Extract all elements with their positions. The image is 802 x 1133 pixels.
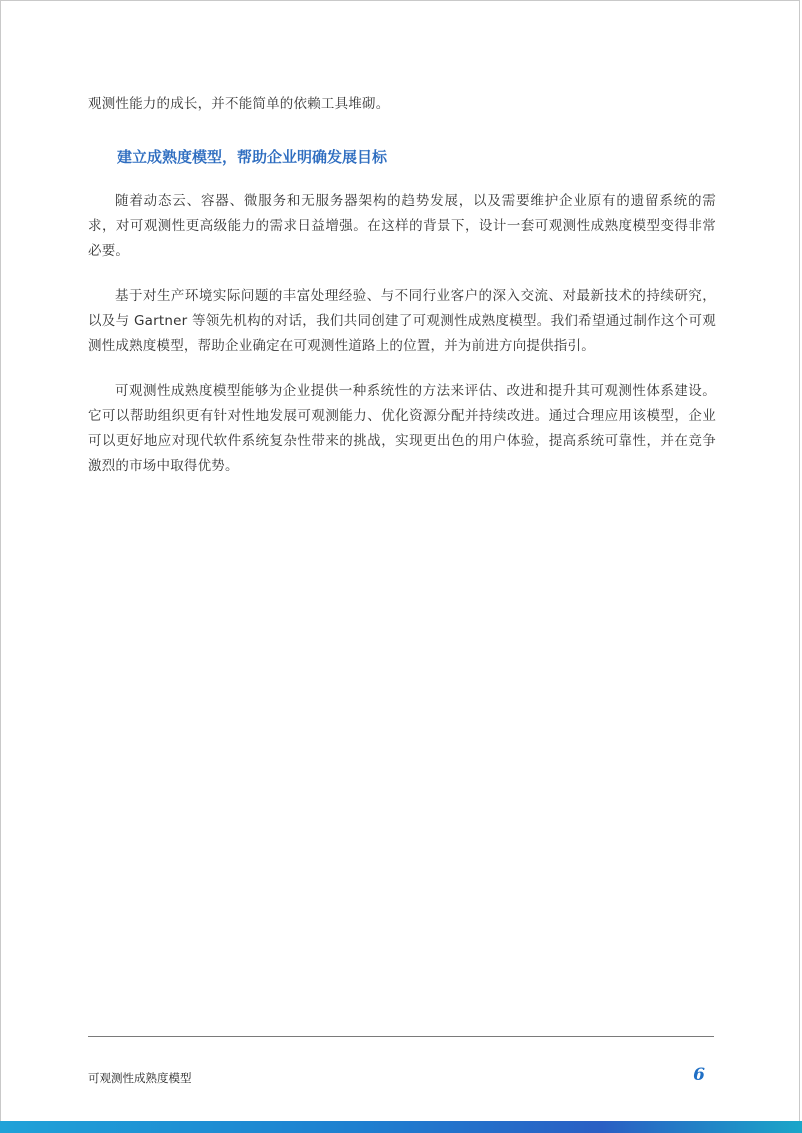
body-paragraph-1: 随着动态云、容器、微服务和无服务器架构的趋势发展，以及需要维护企业原有的遗留系统的需求，对可观测性更高级能力的需求日益增强。在这样的背景下，设计一套可观测性成熟度模型变得非常必要。 (88, 193, 716, 259)
page-content (88, 92, 716, 479)
section-heading: 建立成熟度模型，帮助企业明确发展目标 (117, 148, 388, 166)
page-number: 6 (693, 1065, 705, 1085)
body-paragraph-2: 基于对生产环境实际问题的丰富处理经验、与不同行业客户的深入交流、对最新技术的持续研究，以及与 Gartner 等领先机构的对话，我们共同创建了可观测性成熟度模型。我们希望通过制作这个可观测性成熟度模型，帮助企业确定在可观测性道路上的位置，并为前进方向提供指引。 (88, 288, 716, 354)
footer-divider (88, 1036, 714, 1037)
footer-title: 可观测性成熟度模型 (88, 1071, 192, 1085)
body-paragraph-3: 可观测性成熟度模型能够为企业提供一种系统性的方法来评估、改进和提升其可观测性体系建设。它可以帮助组织更有针对性地发展可观测能力、优化资源分配并持续改进。通过合理应用该模型，企业可以更好地应对现代软件系统复杂性带来的挑战，实现更出色的用户体验，提高系统可靠性，并在竞争激烈的市场中取得优势。 (88, 383, 716, 474)
bottom-accent-bar (0, 1121, 802, 1133)
lead-paragraph: 观测性能力的成长，并不能简单的依赖工具堆砌。 (88, 96, 390, 112)
